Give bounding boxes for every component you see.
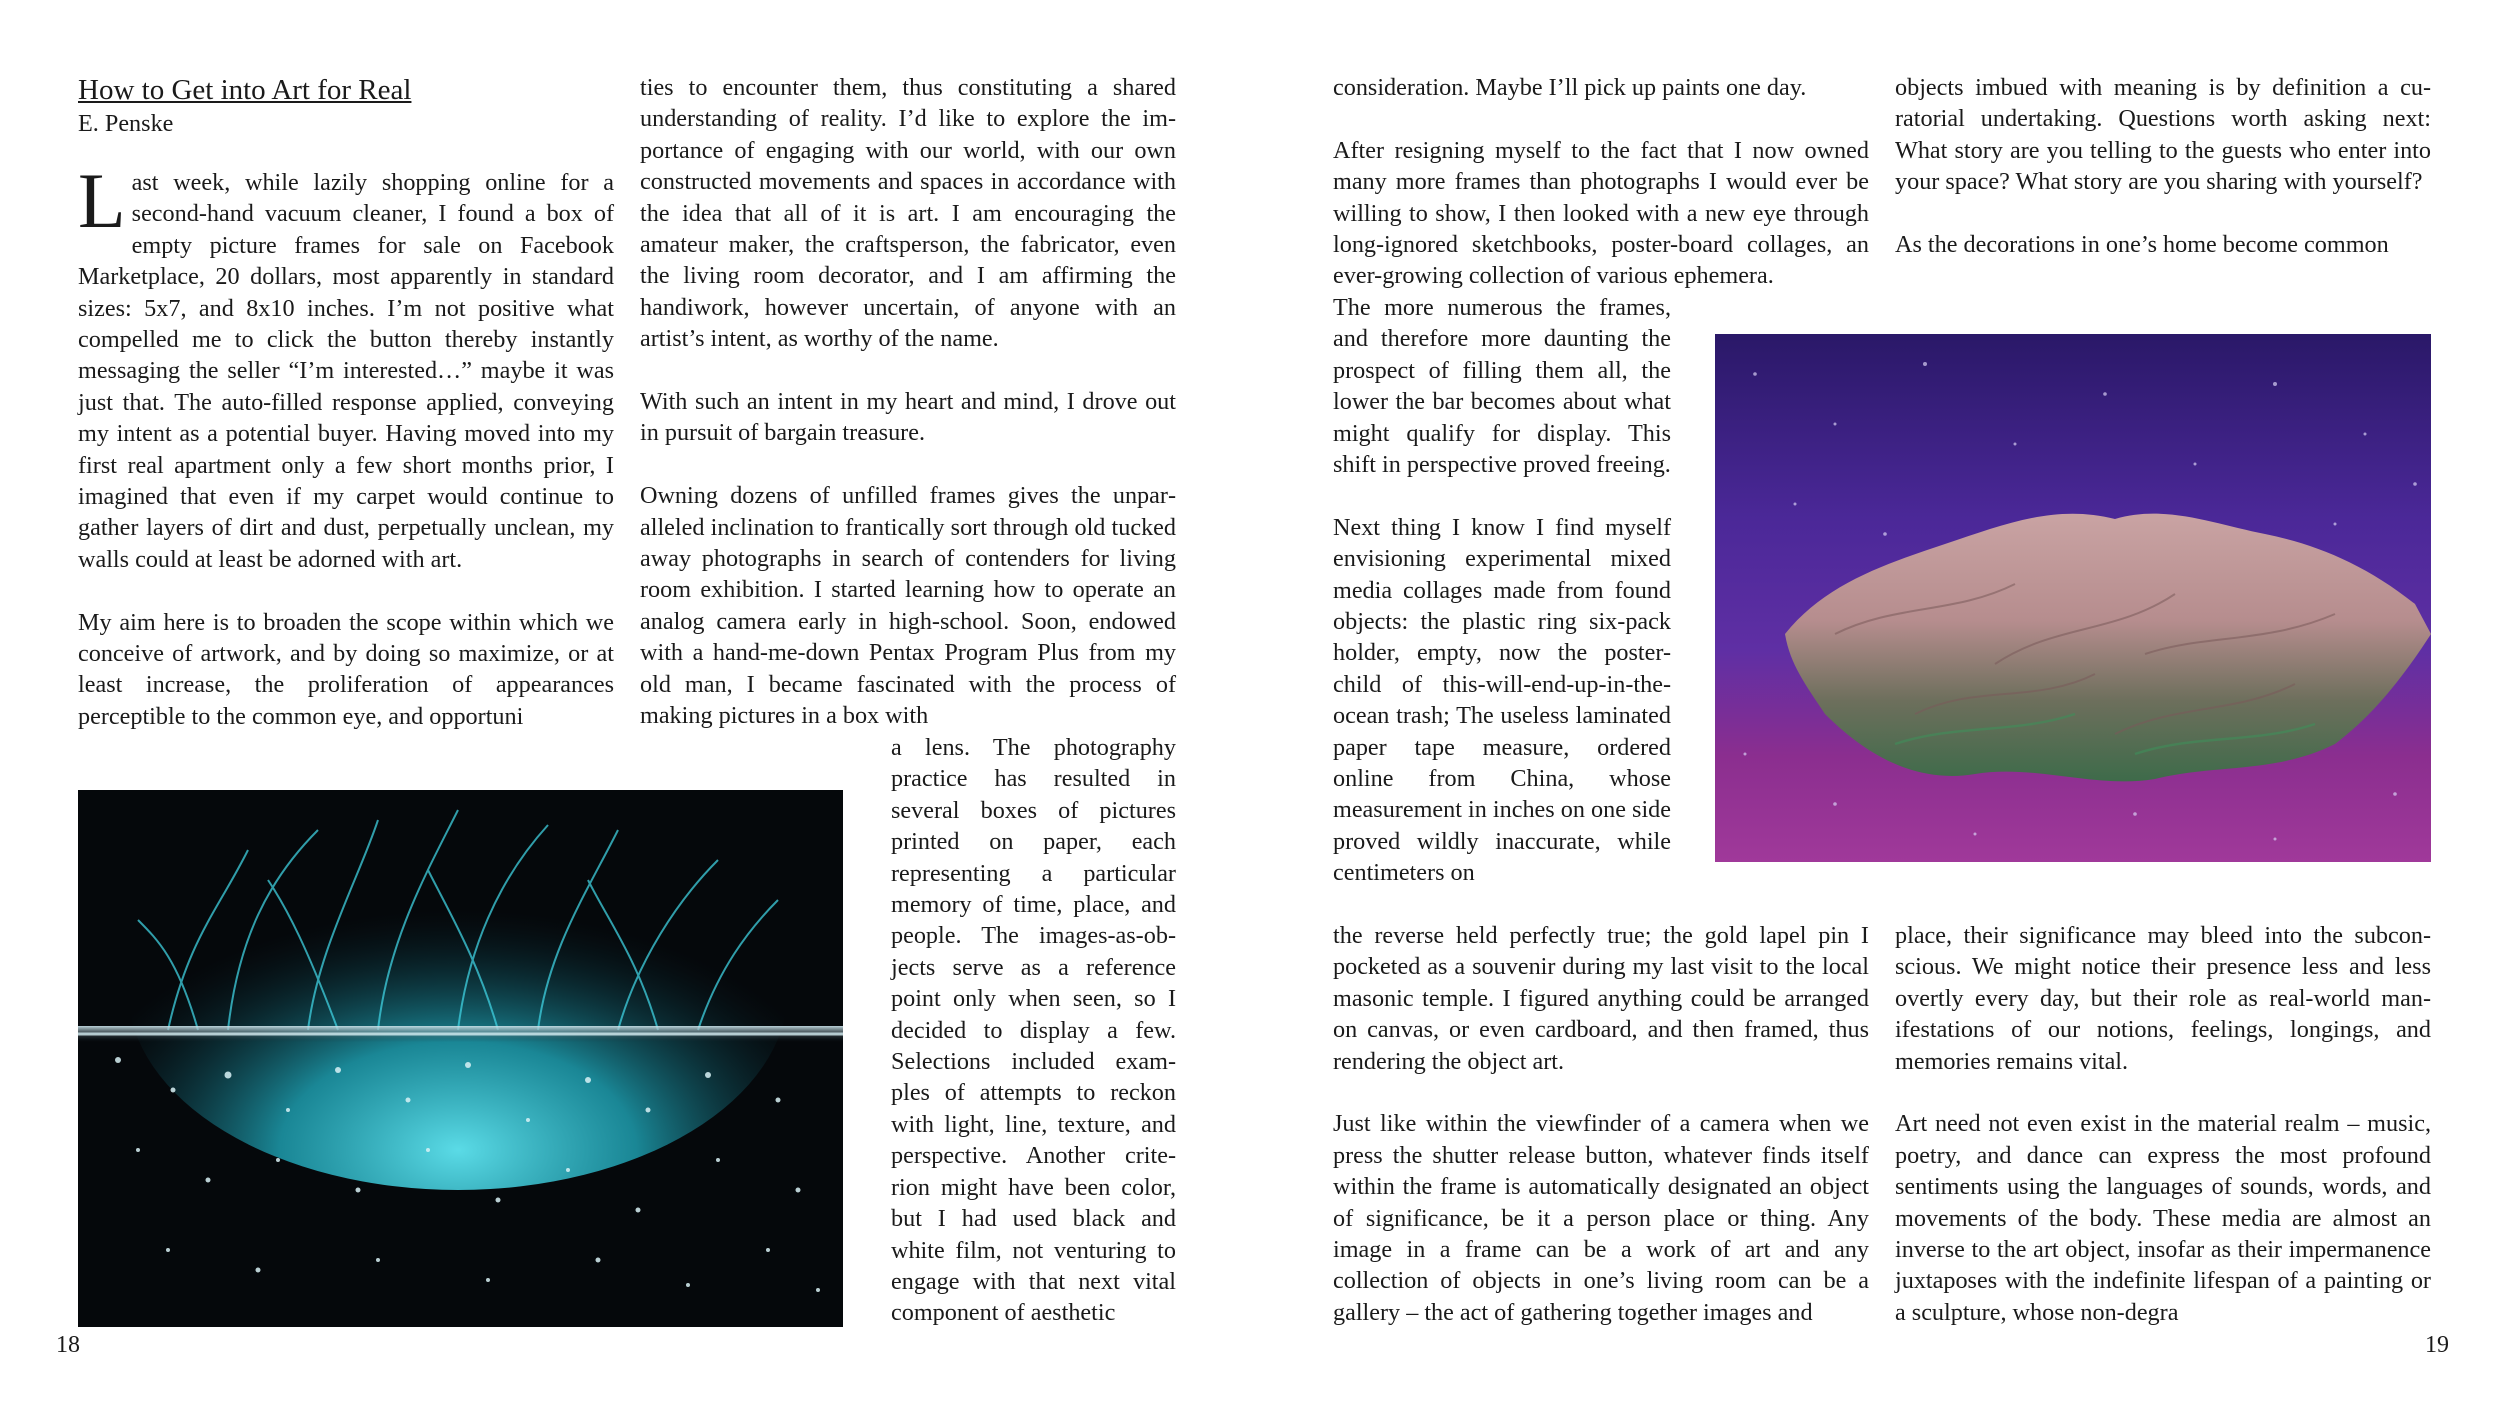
page-number-right: 19 bbox=[2425, 1332, 2449, 1358]
paragraph: After resigning myself to the fact that I now owned many more frames than photographs I would ever be willing to show, I then looked with a new eye through long-ignored sketchbooks, poster-board collages, an ever-growing collection of various ephemera. bbox=[1333, 136, 1869, 290]
paragraph: Owning dozens of unfilled frames gives the unparalleled inclination to frantically sort through old tucked away photographs in search of contenders for living room exhibition. I started learning how to operate an analog camera early in high-school. Soon, endowed with a hand-me-down Pentax Program Plus from my old man, I became fascinated with the process of making pictures in a box with bbox=[640, 482, 1176, 730]
fabric-in-water-photo bbox=[1715, 334, 2431, 862]
paragraph: As the decorations in one’s home become common bbox=[1895, 231, 2389, 259]
paragraph: consideration. Maybe I’ll pick up paints one day. bbox=[1333, 74, 1807, 101]
paragraph: Just like within the viewfinder of a camera when we press the shutter release button, whatever finds itself within the frame is automatically designated an object of significance, be it a person place or thing. Any image in a frame can be a work of art and any collection of objects in one’s living room can be a gallery – the act of gathering together images and bbox=[1333, 1110, 1869, 1326]
article-title: How to Get into Art for Real bbox=[78, 74, 412, 106]
right-column-2 bbox=[1895, 72, 2431, 260]
paragraph: Art need not even exist in the material realm – music, poetry, and dance can express the most profound sentiments using the languages of sounds, words, and movements of the body. These media are almost an inverse to the art object, insofar as their impermanence juxtaposes with the indefinite lifespan of a painting or a sculpture, whose non-degra bbox=[1895, 1110, 2431, 1326]
paragraph: Last week, while lazily shopping online for a second-hand vacuum cleaner, I found a box of empty picture frames for sale on Facebook Marketplace, 20 dollars, most apparently in standard sizes: 5x7, and 8x10 inches. I’m not positive what compelled me to click the button thereby instantly messaging the seller “I’m interested…” maybe it was just that. The auto-filled response applied, conveying my intent as a potential buyer. Having moved into my first real apartment only a few short months prior, I imagined that even if my carpet would continue to gather layers of dirt and dust, perpetually unclean, my walls could at least be adorned with art. bbox=[78, 157, 614, 573]
left-column-2 bbox=[640, 72, 1176, 732]
paragraph: a lens. The photography practice has resulted in several boxes of pictures printed on paper, each representing a particular memory of time, place, and people. The images-as-objects serve as a reference point only when seen, so I decided to display a few. Selections included examples of attempts to reckon with light, line, texture, and perspective. Another criterion might have been color, but I had used black and white film, not venturing to engage with that next vital component of aesthetic bbox=[891, 734, 1176, 1327]
left-column-1 bbox=[78, 72, 614, 732]
paragraph: ties to encounter them, thus constituting a shared understanding of reality. I’d like to explore the importance of engaging with our world, with our own constructed movements and spaces in accordance with the idea that all of it is art. I am encouraging the amateur maker, the craftsperson, the fabricator, even the living room decorator, and I am affirming the handiwork, however uncertain, of anyone with an artist’s intent, as worthy of the name. bbox=[640, 74, 1176, 353]
feathers-in-water-image bbox=[78, 790, 843, 1327]
page-number-left: 18 bbox=[56, 1332, 80, 1358]
paragraph: objects imbued with meaning is by definition a curatorial undertaking. Questions worth asking next: What story are you telling to the guests who enter into your space? What story are you sharing with yourself? bbox=[1895, 74, 2431, 196]
right-column-2-lower bbox=[1895, 920, 2431, 1328]
paragraph: place, their significance may bleed into the subconscious. We might notice their presence less and less overtly every day, but their role as real-world manifestations of our notions, feelings, longings, and memories remains vital. bbox=[1895, 922, 2431, 1075]
paragraph: the reverse held perfectly true; the gold lapel pin I pocketed as a souvenir during my last visit to the local masonic temple. I figured anything could be arranged on canvas, or even cardboard, and then framed, thus rendering the object art. bbox=[1333, 922, 1869, 1075]
paragraph: My aim here is to broaden the scope within which we conceive of artwork, and by doing so maximize, or at least increase, the proliferation of appearances perceptible to the common eye, and opportuni bbox=[78, 608, 614, 730]
drop-cap: L bbox=[78, 157, 126, 244]
feathers-in-water-photo bbox=[78, 790, 843, 1327]
article-author: E. Penske bbox=[78, 110, 174, 137]
paragraph: Next thing I know I find myself envisioning experimental mixed media collages made from found objects: the plastic ring six-pack holder, empty, now the poster-child of this-will-end-up-in-the-ocean trash; The useless laminated paper tape measure, ordered online from China, whose measurement in inches on one side proved wildly inaccurate, while centimeters on bbox=[1333, 513, 1671, 887]
paragraph: The more numerous the frames, and therefore more daunting the prospect of filling them all, the lower the bar becomes about what might qualify for display. This shift in perspective proved freeing. bbox=[1333, 294, 1671, 479]
paragraph: With such an intent in my heart and mind, I drove out in pursuit of bargain treasure. bbox=[640, 388, 1176, 447]
right-column-1-lower bbox=[1333, 920, 1869, 1328]
left-column-2-narrow bbox=[891, 732, 1176, 1329]
fabric-in-water-image bbox=[1715, 334, 2431, 862]
right-column-1 bbox=[1333, 72, 1869, 292]
right-column-1-narrow bbox=[1333, 292, 1671, 889]
